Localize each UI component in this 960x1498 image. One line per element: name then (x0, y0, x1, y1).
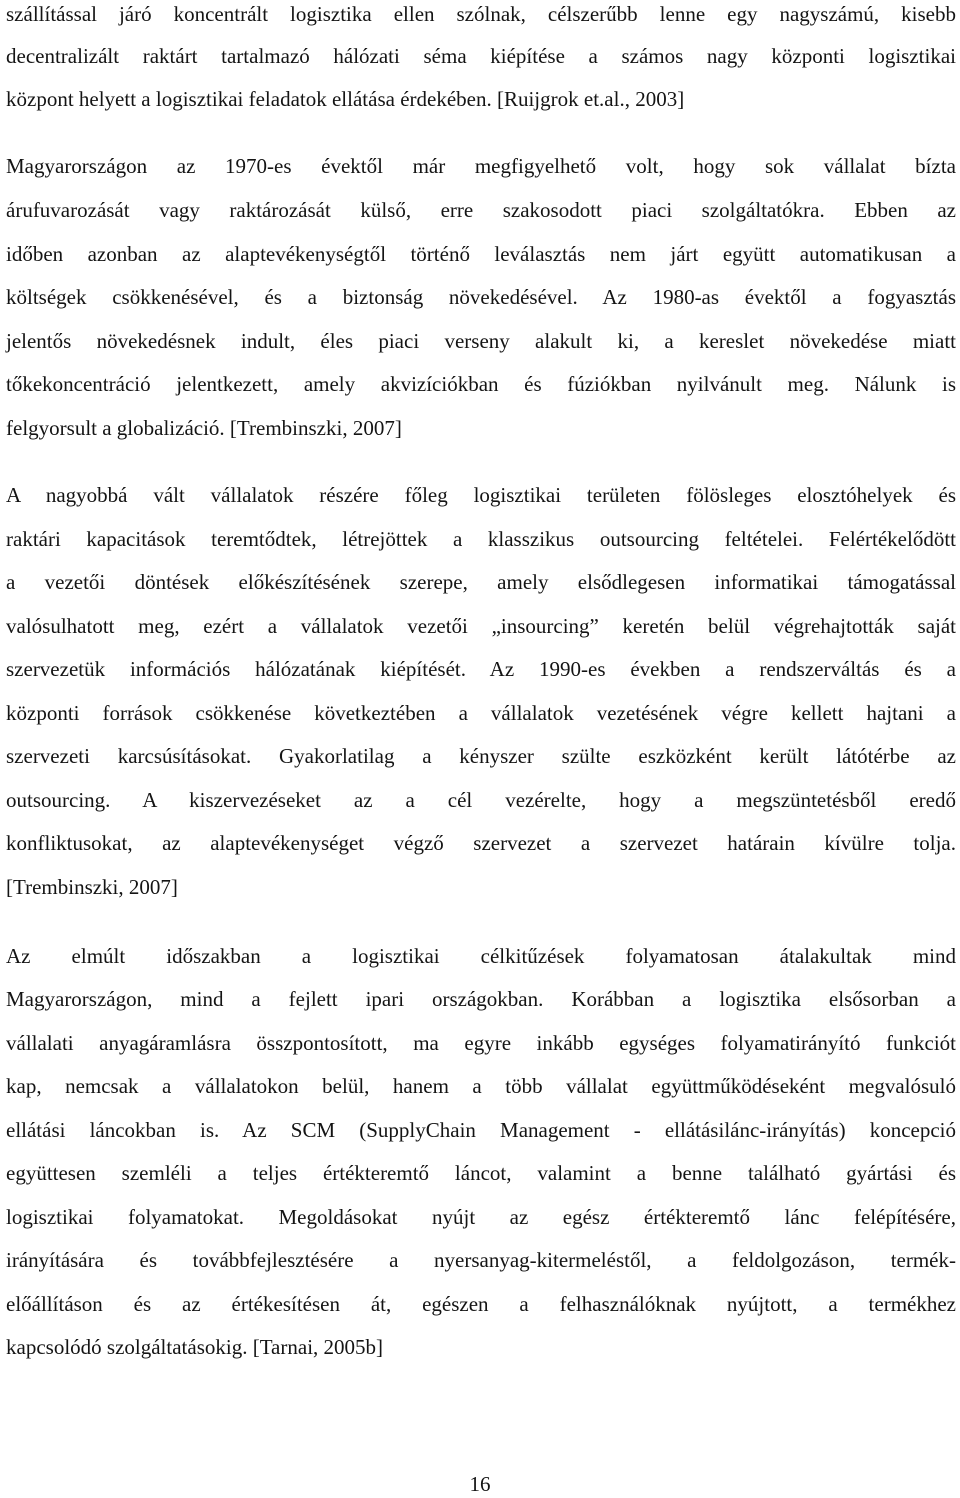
text-line: Magyarországon az 1970-es évektől már megfigyelhető volt, hogy sok vállalat bízta (6, 154, 956, 178)
text-line: tőkekoncentráció jelentkezett, amely akvizíciókban és fúziókban nyilvánult meg. Nálunk is (6, 372, 956, 396)
text-line: időben azonban az alaptevékenységtől történő leválasztás nem járt együtt automatikusan a (6, 242, 956, 266)
text-line: decentralizált raktárt tartalmazó hálózati séma kiépítése a számos nagy központi logisztikai (6, 44, 956, 68)
text-line: Magyarországon, mind a fejlett ipari országokban. Korábban a logisztika elsősorban a (6, 987, 956, 1011)
text-line: árufuvarozását vagy raktározását külső, erre szakosodott piaci szolgáltatókra. Ebben az (6, 198, 956, 222)
text-line: jelentős növekedésnek indult, éles piaci verseny alakult ki, a kereslet növekedése miatt (6, 329, 956, 353)
text-line: szervezeti karcsúsításokat. Gyakorlatilag a kényszer szülte eszközként került látótérbe az (6, 744, 956, 768)
text-line: outsourcing. A kiszervezéseket az a cél vezérelte, hogy a megszüntetésből eredő (6, 788, 956, 812)
text-line: központ helyett a logisztikai feladatok ellátása érdekében. [Ruijgrok et.al., 2003] (6, 87, 685, 111)
text-line: költségek csökkenésével, és a biztonság növekedésével. Az 1980-as évektől a fogyasztás (6, 285, 956, 309)
page-number: 16 (469, 1472, 491, 1496)
text-line: szervezetük információs hálózatának kiépítését. Az 1990-es években a rendszerváltás és a (6, 657, 956, 681)
text-line: a vezetői döntések előkészítésének szerepe, amely elsődlegesen informatikai támogatással (6, 570, 956, 594)
text-line: együttesen szemléli a teljes értékteremtő láncot, valamint a benne található gyártási és (6, 1161, 956, 1185)
text-line: szállítással járó koncentrált logisztika ellen szólnak, célszerűbb lenne egy nagyszámú, kisebb (6, 2, 956, 26)
text-line: előállításon és az értékesítésen át, egészen a felhasználóknak nyújtott, a termékhez (6, 1292, 956, 1316)
text-line: valósulhatott meg, ezért a vállalatok vezetői „insourcing” keretén belül végrehajtották saját (6, 614, 956, 638)
text-line: központi források csökkenése következtében a vállalatok vezetésének végre kellett hajtani a (6, 701, 956, 725)
text-line: felgyorsult a globalizáció. [Trembinszki, 2007] (6, 416, 402, 440)
text-line: irányítására és továbbfejlesztésére a nyersanyag-kitermeléstől, a feldolgozáson, termék- (6, 1248, 956, 1272)
text-line: [Trembinszki, 2007] (6, 875, 178, 899)
text-line: Az elmúlt időszakban a logisztikai célkitűzések folyamatosan átalakultak mind (6, 944, 956, 968)
text-line: konfliktusokat, az alaptevékenységet végző szervezet a szervezet határain kívülre tolja. (6, 831, 956, 855)
text-line: logisztikai folyamatokat. Megoldásokat nyújt az egész értékteremtő lánc felépítésére, (6, 1205, 956, 1229)
text-line: ellátási láncokban is. Az SCM (SupplyChain Management - ellátásilánc-irányítás) koncepció (6, 1118, 956, 1142)
text-line: A nagyobbá vált vállalatok részére főleg logisztikai területen fölösleges elosztóhelyek és (6, 483, 956, 507)
text-line: kap, nemcsak a vállalatokon belül, hanem a több vállalat együttműködéseként megvalósuló (6, 1074, 956, 1098)
text-line: raktári kapacitások teremtődtek, létrejöttek a klasszikus outsourcing feltételei. Felértékelődött (6, 527, 956, 551)
text-line: kapcsolódó szolgáltatásokig. [Tarnai, 2005b] (6, 1335, 384, 1359)
text-line: vállalati anyagáramlásra összpontosított, ma egyre inkább egységes folyamatirányító funkciót (6, 1031, 956, 1055)
